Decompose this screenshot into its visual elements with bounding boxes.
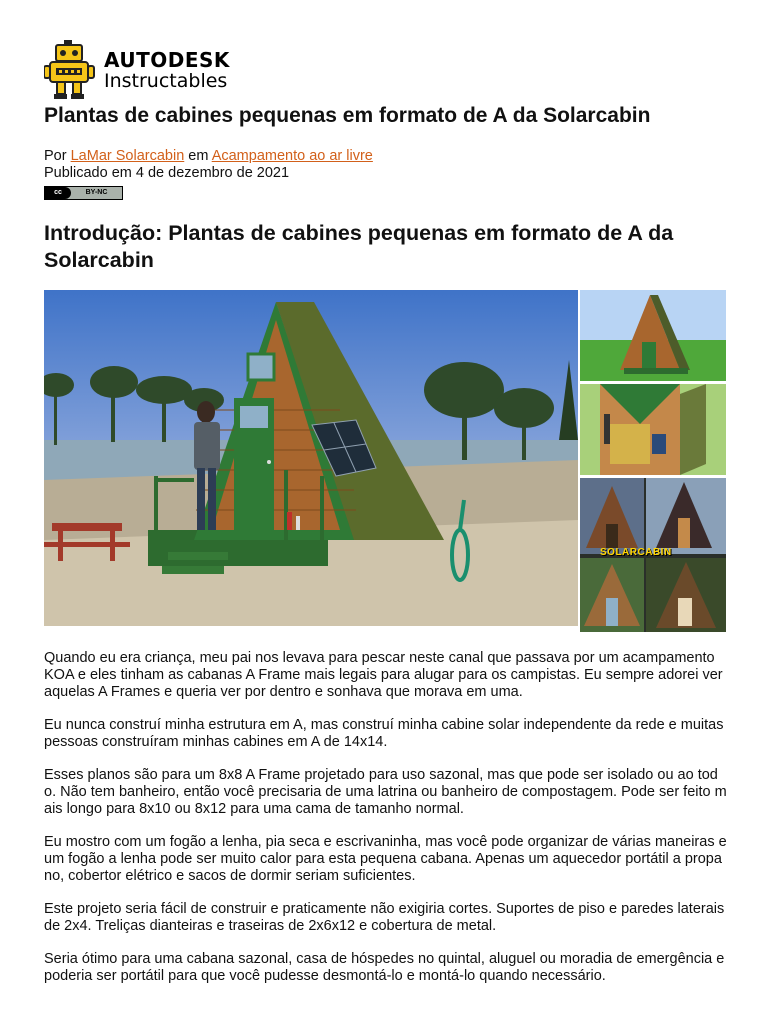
brand-product: Instructables: [104, 69, 228, 92]
brand-name: AUTODESK: [104, 47, 230, 72]
category-link[interactable]: Acampamento ao ar livre: [211, 148, 373, 164]
page-title: Plantas de cabines pequenas em formato de A da Solarcabin: [44, 104, 651, 127]
cc-license-badge[interactable]: [44, 186, 123, 200]
paragraph-4: Eu mostro com um fogão a lenha, pia seca e escrivaninha, mas você pode organizar de várias maneiras e um fogão a lenha pode ser muito calor para esta pequena cabana. Apenas um aquecedor portátil a propano, cobertor elétrico e sacos de dormir seriam suficientes.: [44, 834, 727, 884]
instructables-logo[interactable]: [44, 40, 230, 100]
thumbnail-2[interactable]: [580, 384, 726, 475]
cc-icon: cc: [45, 187, 71, 199]
published-date: Publicado em 4 de dezembro de 2021: [44, 165, 290, 181]
thumbnail-1[interactable]: [580, 290, 726, 381]
article-body: [44, 650, 728, 1001]
by-prefix: Por: [44, 148, 67, 164]
in-word: em: [188, 148, 209, 164]
paragraph-2: Eu nunca construí minha estrutura em A, mas construí minha cabine solar independente da rede e muitas pessoas construíram minhas cabines em A de 14x14.: [44, 717, 724, 750]
paragraph-5: Este projeto seria fácil de construir e praticamente não exigiria cortes. Suportes de piso e paredes laterais de 2x4. Treliças dianteiras e traseiras de 2x6x12 e cobertura de metal.: [44, 901, 725, 934]
article-meta: [44, 148, 373, 200]
paragraph-3: Esses planos são para um 8x8 A Frame projetado para uso sazonal, mas que pode ser isolado ou ao todo. Não tem banheiro, então você precisaria de uma latrina ou banheiro de compostagem. Pode ser feito mais longo para 8x10 ou 8x12 para uma cama de tamanho normal.: [44, 767, 727, 817]
paragraph-6: Seria ótimo para uma cabana sazonal, casa de hóspedes no quintal, aluguel ou moradia de emergência e poderia ser portátil para que você pudesse desmontá-lo e montá-lo quando necessário.: [44, 951, 725, 984]
thumbnail-3-collage[interactable]: [580, 478, 726, 632]
intro-title: Introdução: Plantas de cabines pequenas em formato de A da Solarcabin: [44, 221, 674, 272]
paragraph-1: Quando eu era criança, meu pai nos levava para pescar neste canal que passava por um acampamento KOA e eles tinham as cabanas A Frame mais legais para alugar para os campistas. Eu sempre adorei ver aquelas A Frames e queria ver por dentro e sonhava que morava em uma.: [44, 650, 723, 700]
solarcabin-badge: SOLARCABIN: [600, 547, 672, 558]
robot-mascot-icon: [44, 40, 96, 100]
main-cabin-image[interactable]: [44, 290, 578, 626]
license-label: BY-NC: [85, 189, 108, 196]
author-link[interactable]: LaMar Solarcabin: [70, 148, 185, 164]
